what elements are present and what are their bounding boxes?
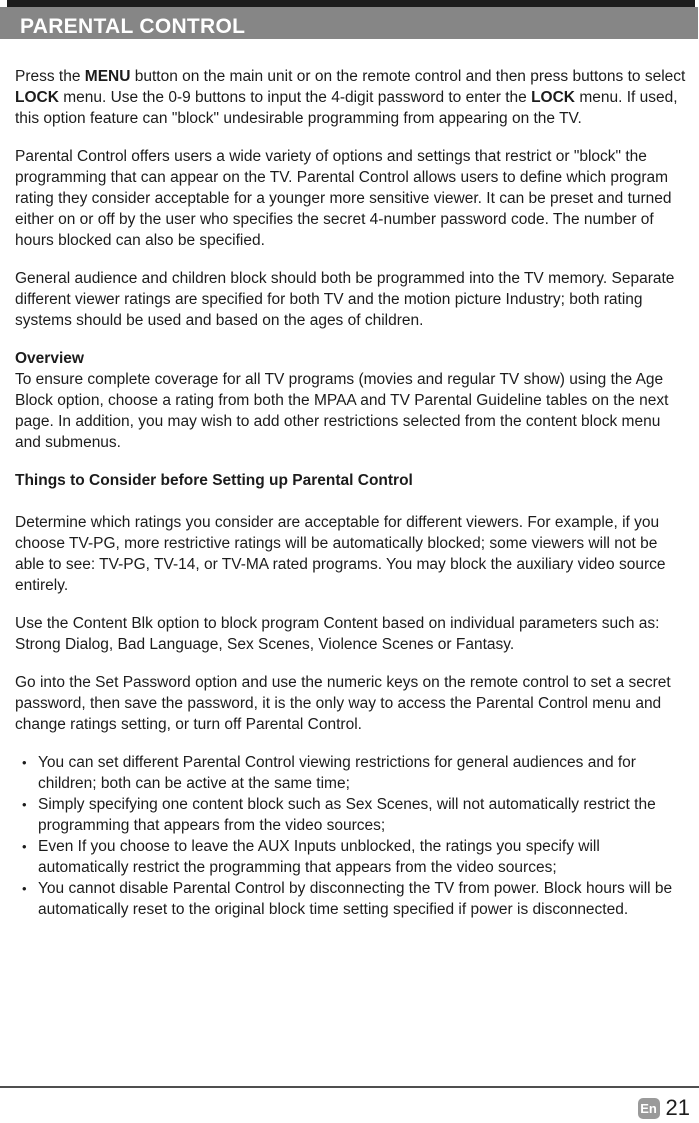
overview-heading: Overview — [15, 350, 84, 367]
list-item — [15, 794, 689, 836]
list-item — [15, 836, 689, 878]
paragraph-general-audience: General audience and children block should both be programmed into the TV memory. Separate different viewer ratings are specified for both TV and the motion picture Industry; both rating systems should be used and based on the ages of children. — [15, 270, 675, 329]
list-item-text: You can set different Parental Control viewing restrictions for general audiences and for children; both can be active at the same time; — [38, 754, 636, 792]
section-overview — [15, 348, 689, 453]
page-number: 21 — [665, 1095, 690, 1120]
intro-text-1: Press the — [15, 68, 85, 85]
list-item — [15, 752, 689, 794]
intro-text-2: button on the main unit or on the remote control and then press buttons to select — [130, 68, 686, 85]
section-header-bar — [0, 7, 698, 39]
things-to-consider-heading: Things to Consider before Setting up Parental Control — [15, 472, 413, 489]
paragraph-menu-lock-instructions — [15, 66, 689, 129]
language-badge: En — [638, 1098, 660, 1119]
overview-body: To ensure complete coverage for all TV programs (movies and regular TV show) using the Age Block option, choose a rating from both the MPAA and TV Parental Guideline tables on the next page. In addition, you may wish to add other restrictions selected from the content block menu and submenus. — [15, 371, 669, 451]
bullet-icon: • — [22, 755, 27, 770]
paragraph-parental-control-offers: Parental Control offers users a wide variety of options and settings that restrict or "block" the programming that can appear on the TV. Parental Control allows users to define which program rating they consider acceptable for a younger more sensitive viewer. It can be preset and turned either on or off by the user who specifies the secret 4-number password code. The number of hours blocked can also be specified. — [15, 148, 672, 249]
intro-text-4: menu. If used, this option feature can "block" undesirable programming from appearing on the TV. — [15, 89, 678, 127]
page-footer — [638, 1095, 690, 1121]
menu-keyword: MENU — [84, 68, 131, 85]
list-item — [15, 878, 689, 920]
top-border-bar — [7, 0, 695, 7]
notes-list — [15, 752, 689, 920]
paragraph-determine-ratings: Determine which ratings you consider are acceptable for different viewers. For example, if you choose TV-PG, more restrictive ratings will be automatically blocked; some viewers will not be able to see: TV-PG, TV-14, or TV-MA rated programs. You may block the auxiliary video source entirely. — [15, 514, 666, 594]
footer-divider — [0, 1086, 699, 1088]
bullet-icon: • — [22, 839, 27, 854]
page-title: PARENTAL CONTROL — [20, 15, 246, 38]
lock-keyword-2: LOCK — [531, 89, 576, 106]
list-item-text: Simply specifying one content block such as Sex Scenes, will not automatically restrict the programming that appears from the video sources; — [38, 796, 656, 834]
paragraph-content-blk: Use the Content Blk option to block program Content based on individual parameters such as: Strong Dialog, Bad Language, Sex Scenes, Violence Scenes or Fantasy. — [15, 615, 660, 653]
paragraph-set-password: Go into the Set Password option and use the numeric keys on the remote control to set a secret password, then save the password, it is the only way to access the Parental Control menu and change ratings setting, or turn off Parental Control. — [15, 674, 671, 733]
intro-text-3: menu. Use the 0-9 buttons to input the 4-digit password to enter the — [58, 89, 532, 106]
list-item-text: You cannot disable Parental Control by disconnecting the TV from power. Block hours will be automatically reset to the original block time setting specified if power is disconnected. — [38, 880, 673, 918]
lock-keyword-1: LOCK — [15, 89, 59, 106]
list-item-text: Even If you choose to leave the AUX Inputs unblocked, the ratings you specify will automatically restrict the programming that appears from the video sources; — [38, 838, 600, 876]
bullet-icon: • — [22, 797, 27, 812]
bullet-icon: • — [22, 881, 27, 896]
page-content — [15, 66, 689, 920]
